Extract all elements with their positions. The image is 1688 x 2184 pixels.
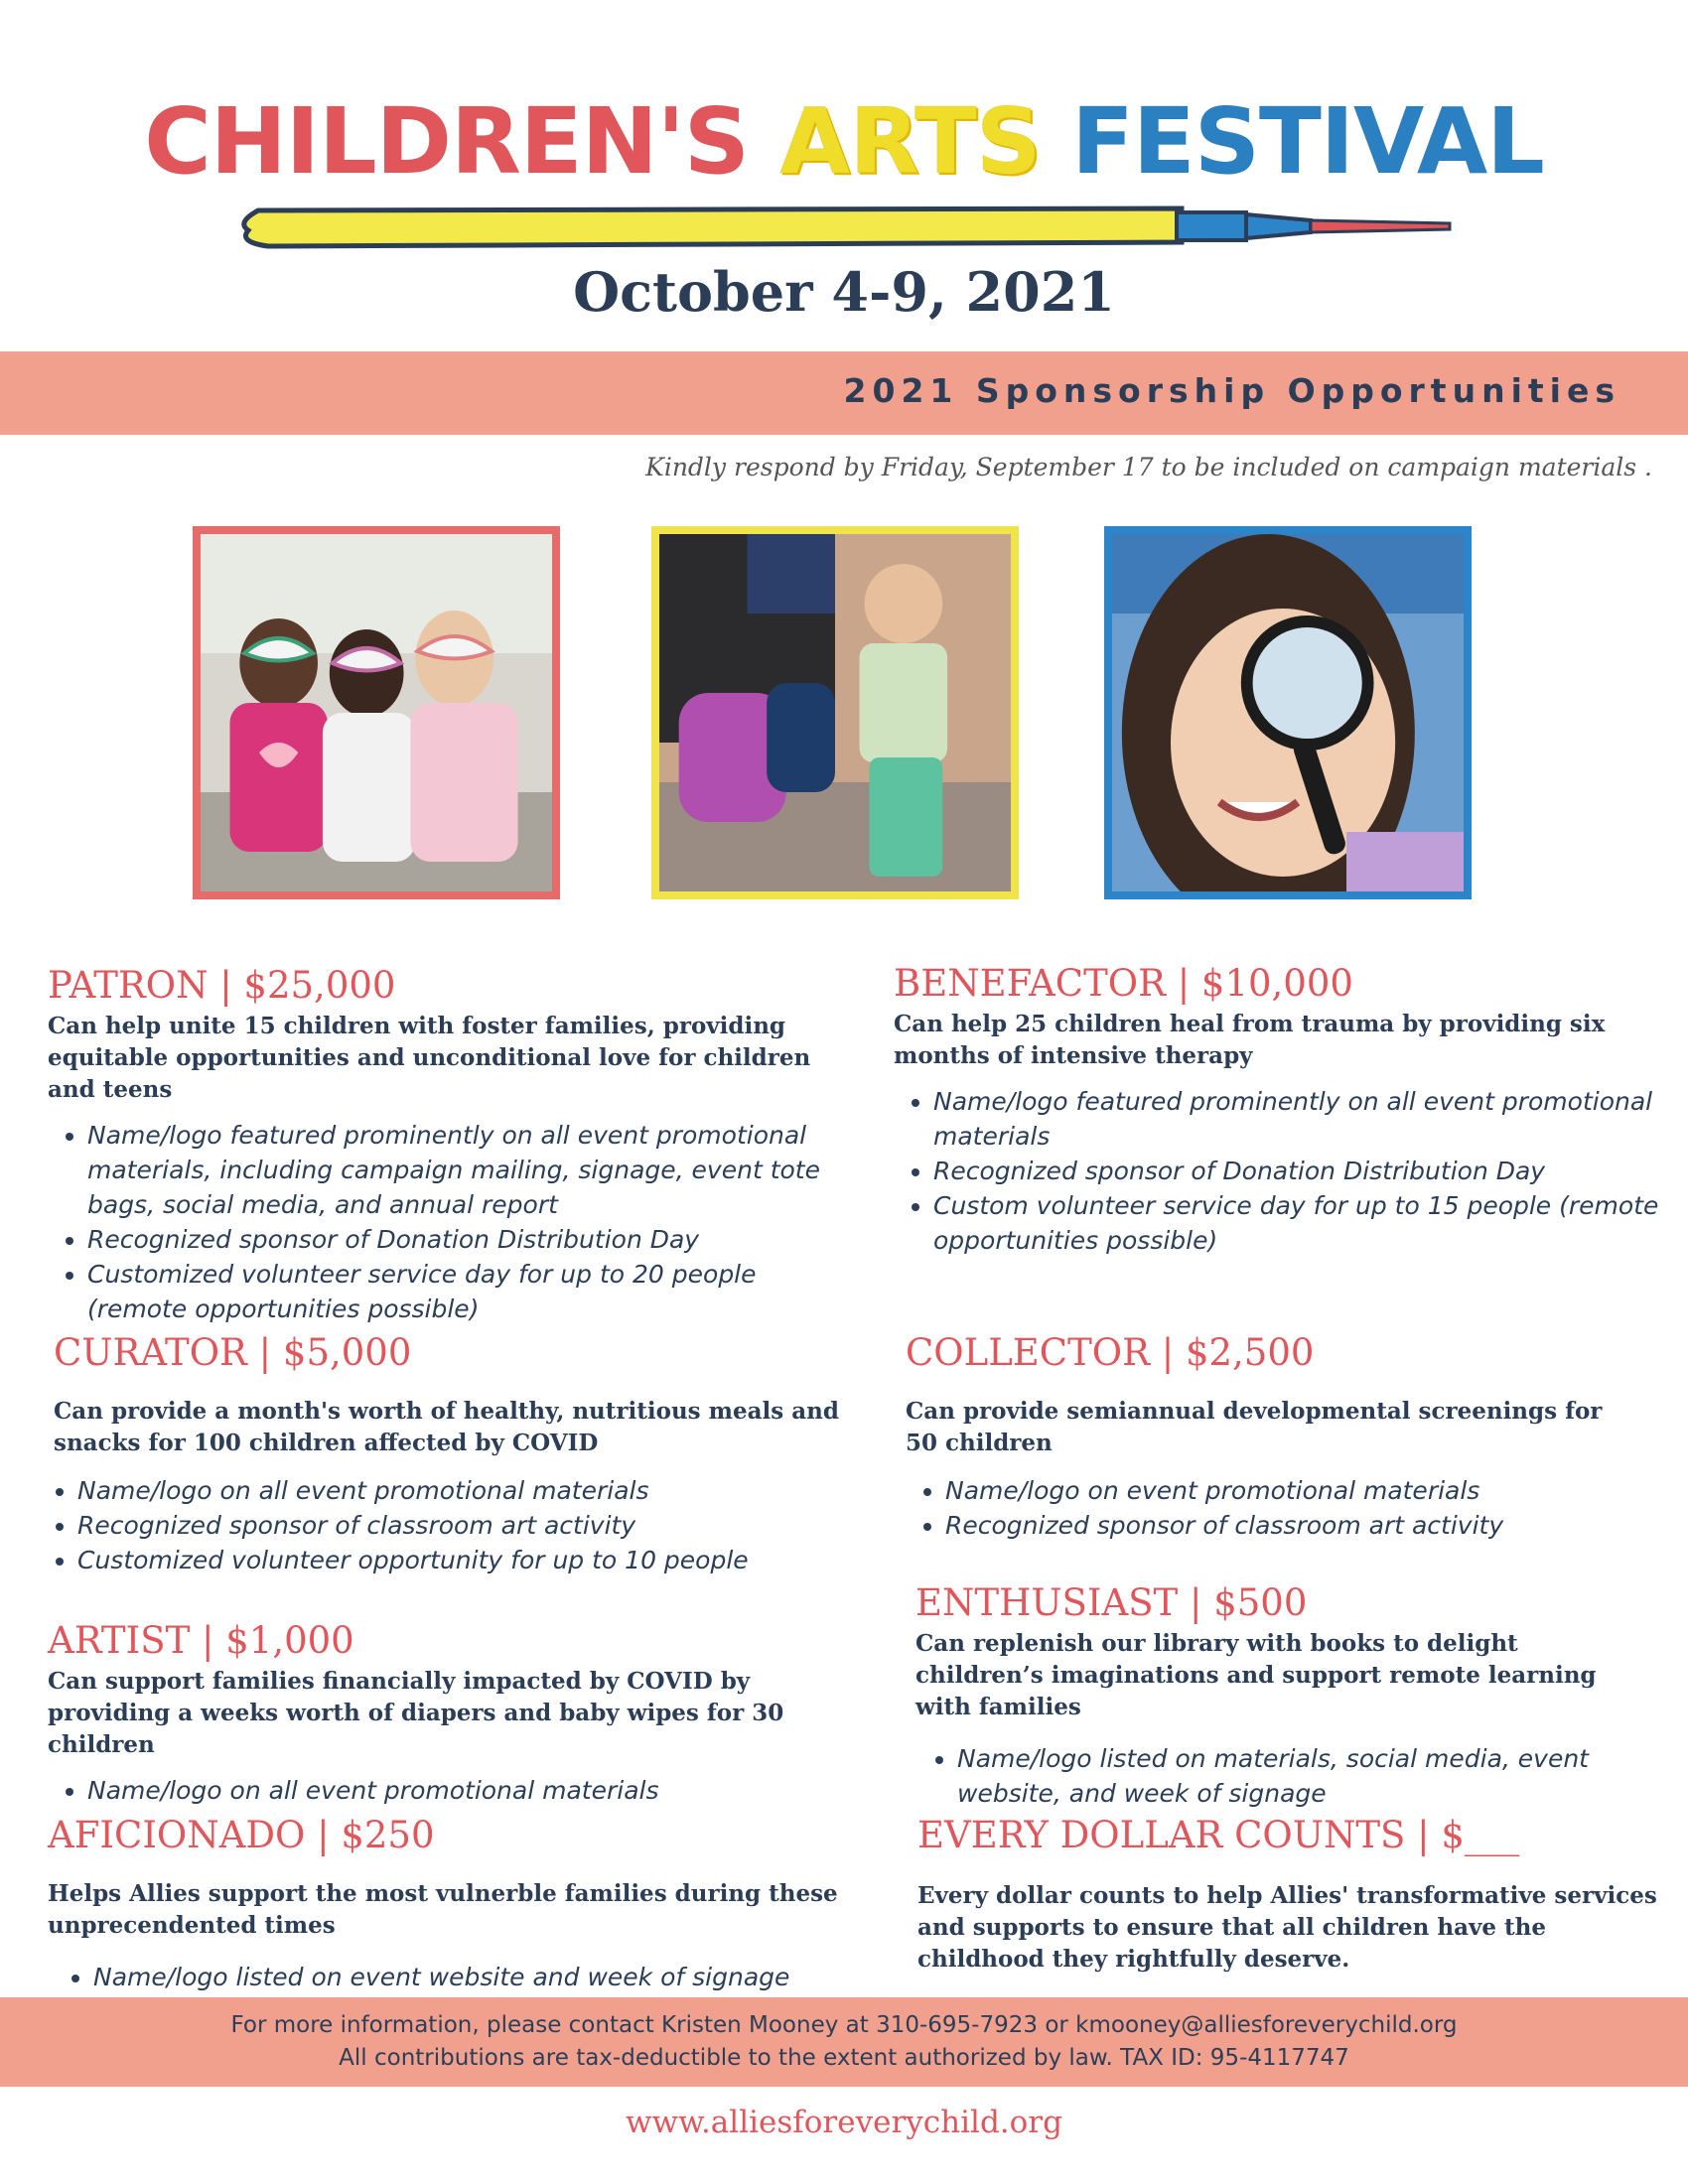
- tax-line: All contributions are tax-deductible to the extent authorized by law. TAX ID: 95-4117747: [339, 2045, 1349, 2071]
- tier-artist: [48, 1618, 862, 1808]
- benefit-list: [48, 1773, 862, 1808]
- benefit-list: [906, 1473, 1640, 1543]
- tier-description: Helps Allies support the most vulnerble families during these unprecendented times: [48, 1880, 838, 1939]
- tier-patron: [48, 963, 852, 1326]
- photo-girl-magnifier: [1104, 526, 1472, 899]
- tier-every-dollar: [917, 1813, 1662, 1976]
- tier-heading: BENEFACTOR | $10,000: [894, 962, 1353, 1005]
- tier-heading: EVERY DOLLAR COUNTS | $___: [917, 1814, 1520, 1856]
- website-link[interactable]: www.alliesforeverychild.org: [626, 2105, 1062, 2140]
- tier-description: Every dollar counts to help Allies' transformative services and supports to ensure that all children have the childhood they rightfully deserve.: [917, 1882, 1657, 1973]
- tier-curator: [54, 1330, 888, 1577]
- tier-enthusiast: [915, 1580, 1630, 1811]
- title-part-festival: FESTIVAL: [1071, 88, 1544, 195]
- benefit-item: • Name/logo listed on materials, social media, event website, and week of signage: [957, 1741, 1630, 1811]
- tier-description: Can provide a month's worth of healthy, nutritious meals and snacks for 100 children affected by COVID: [54, 1398, 839, 1456]
- tier-heading: PATRON | $25,000: [48, 964, 396, 1007]
- tier-benefactor: [894, 961, 1668, 1258]
- banner-title: 2021 Sponsorship Opportunities: [843, 371, 1620, 410]
- benefit-list: [48, 1118, 852, 1326]
- tier-heading: COLLECTOR | $2,500: [906, 1331, 1315, 1374]
- tier-heading: ENTHUSIAST | $500: [915, 1581, 1308, 1624]
- festival-title: [0, 87, 1688, 197]
- benefit-list: [54, 1473, 888, 1577]
- benefit-item: • Name/logo on event promotional materials: [945, 1473, 1640, 1508]
- tier-description: Can help 25 children heal from trauma by providing six months of intensive therapy: [894, 1011, 1606, 1069]
- tier-aficionado: [48, 1813, 842, 1994]
- benefit-item: • Recognized sponsor of classroom art activity: [945, 1508, 1640, 1543]
- benefit-item: • Custom volunteer service day for up to 15 people (remote opportunities possible): [933, 1188, 1668, 1258]
- benefit-list: [894, 1084, 1668, 1258]
- event-date: October 4-9, 2021: [573, 260, 1115, 324]
- tier-heading: AFICIONADO | $250: [48, 1814, 435, 1856]
- benefit-item: • Customized volunteer opportunity for up to 10 people: [77, 1543, 888, 1577]
- benefit-item: • Recognized sponsor of Donation Distribution Day: [933, 1154, 1668, 1188]
- tier-description: Can support families financially impacted by COVID by providing a weeks worth of diapers and baby wipes for 30 children: [48, 1668, 784, 1758]
- benefit-list: [48, 1960, 842, 1994]
- title-part-arts: ARTS: [779, 88, 1072, 195]
- tier-heading: CURATOR | $5,000: [54, 1331, 412, 1374]
- tier-collector: [906, 1330, 1640, 1543]
- contact-line: For more information, please contact Kristen Mooney at 310-695-7923 or kmooney@alliesforeverychild.org: [230, 2012, 1458, 2038]
- benefit-item: • Name/logo on all event promotional materials: [87, 1773, 862, 1808]
- contact-footer: [0, 1997, 1688, 2087]
- benefit-item: • Customized volunteer service day for up to 20 people (remote opportunities possible): [87, 1257, 852, 1326]
- benefit-item: • Recognized sponsor of classroom art activity: [77, 1508, 888, 1543]
- respond-note: Kindly respond by Friday, September 17 to be included on campaign materials .: [645, 453, 1652, 481]
- benefit-item: • Name/logo featured prominently on all event promotional materials: [933, 1084, 1668, 1154]
- sponsorship-banner: [0, 351, 1688, 435]
- tier-heading: ARTIST | $1,000: [48, 1619, 354, 1662]
- benefit-item: • Recognized sponsor of Donation Distribution Day: [87, 1222, 852, 1257]
- title-part-childrens: CHILDREN'S: [144, 88, 780, 195]
- tier-description: Can provide semiannual developmental screenings for 50 children: [906, 1398, 1603, 1456]
- photo-boy-backpacks: [651, 526, 1019, 899]
- tier-description: Can replenish our library with books to delight children’s imaginations and support remote learning with families: [915, 1630, 1597, 1720]
- benefit-item: • Name/logo on all event promotional materials: [77, 1473, 888, 1508]
- benefit-list: [915, 1741, 1630, 1811]
- benefit-item: • Name/logo listed on event website and week of signage: [93, 1960, 842, 1994]
- paintbrush-illustration: [228, 191, 1460, 260]
- benefit-item: • Name/logo featured prominently on all event promotional materials, including campaign mailing, signage, event tote bags, social media, and annual report: [87, 1118, 852, 1222]
- tier-description: Can help unite 15 children with foster families, providing equitable opportunities and unconditional love for children and teens: [48, 1013, 811, 1103]
- photo-children-masks: [193, 526, 560, 899]
